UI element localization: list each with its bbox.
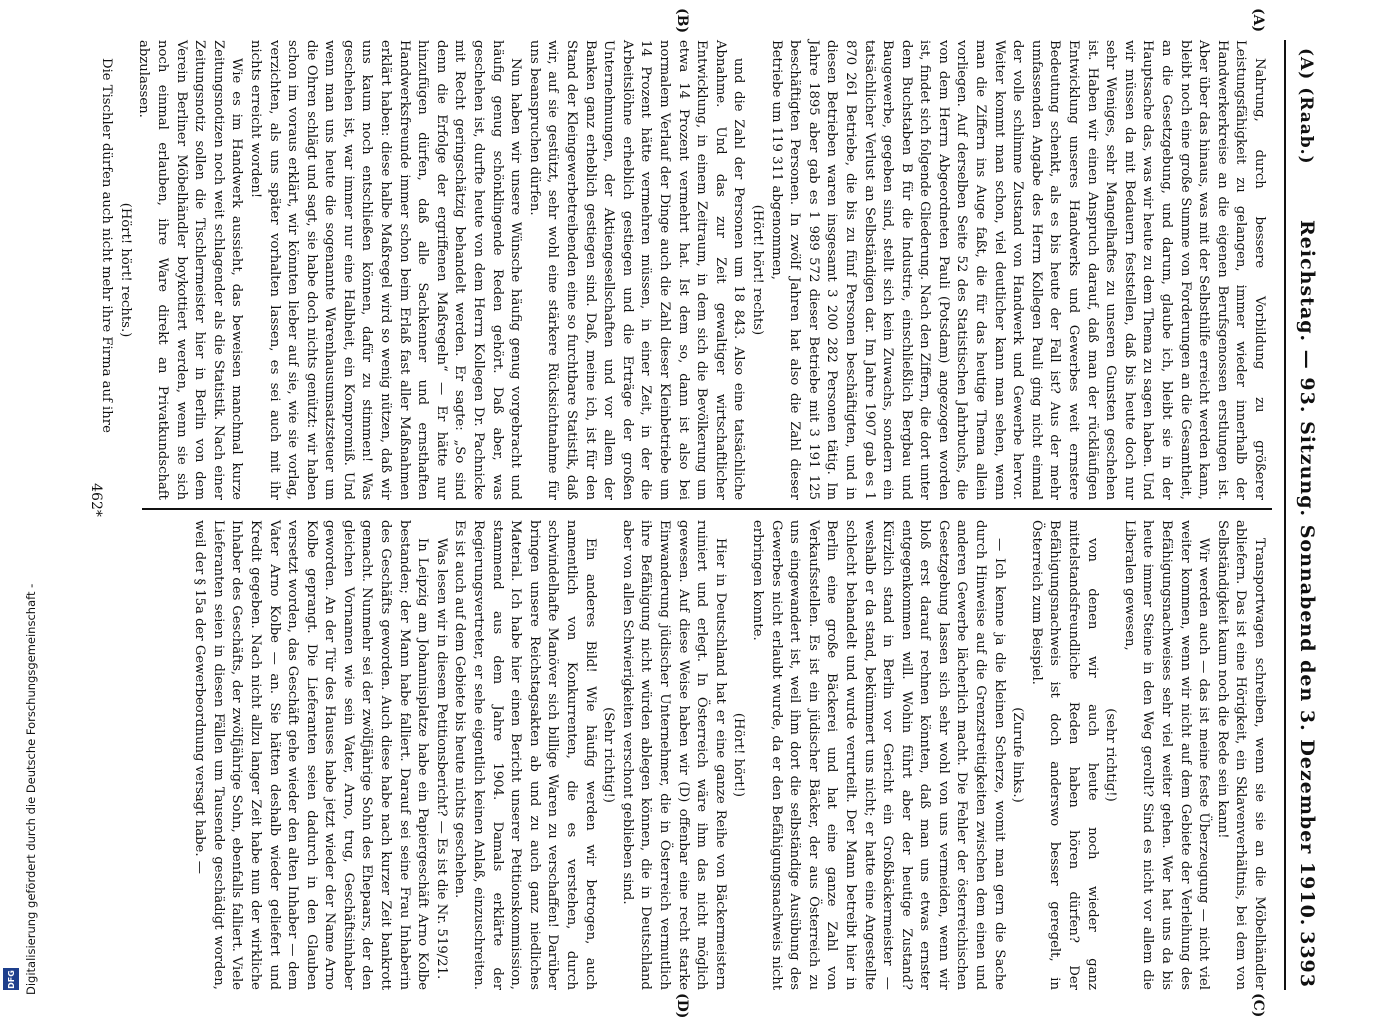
paragraph: von denen wir auch heute noch wieder ganz mittelstandsfreundliche Reden haben hören dürfen? Der Befähigungsnachweis ist doch anderswo besser geregelt, in Österreich zum Beispiel. [1028, 520, 1100, 990]
paragraph: (Hört! hört! rechts.) [117, 202, 133, 338]
paragraph: In Leipzig am Johannisplatze habe ein Papiergeschäft Arno Kolbe bestanden; der Mann habe falliert. Darauf sei seine Frau Inhaberin des Geschäfts geworden. Auch diese habe nach kurzer Zeit bankrott gemacht. Nunmehr sei der zwölfjährige Sohn des Ehepaars, der den gleichen Vornamen wie sein Vater, Arno, trug, Geschäftsinhaber geworden. An der Tür des Hauses habe jetzt wieder der Name Arno Kolbe geprangt. Die Lieferanten seien dadurch in den Glauben versetzt worden, das Geschäft gehe wieder den alten Inhaber — dem Vater Arno Kolbe — an. Sie hätten deshalb wieder geliefert und Kredit gegeben. Nach nicht allzu langer Zeit habe nun der wirkliche Inhaber des Geschäfts, der zwölfjährige Sohn, ebenfalls falliert. Viele Lieferanten seien in diesen Fällen um Tausende geschädigt worden, weil der § 15a der Gewerbeordnung versagt habe. — [192, 520, 431, 990]
paragraph: Ein anderes Bild! Wie häufig werden wir betrogen, auch namentlich von Konkurrenten, die es verstehen, durch schwindelhafte Manöver sich billige Waren zu verschaffen! Darüber bringen unsere Reichstagsakten ab und zu auch ganz niedliches Material. Ich habe hier einen Bericht unserer Petitionskommission, stammend aus dem Jahre 1904. Damals erklärte der Regierungsvertreter, er sehe eigentlich keinen Anlaß, einzuschreiten. Es ist auch auf dem Gebiete bis heute nichts geschehen. [452, 520, 598, 990]
paragraph: Was lesen wir in diesem Petitionsbericht? — Es ist die Nr. 519/21. [433, 538, 449, 980]
dfg-logo: DFG [3, 968, 19, 990]
running-header [1292, 0, 1322, 1000]
paragraph: und die Zahl der Personen um 18 843. Also eine tatsächliche Abnahme. Und das zur Zeit gewaltiger wirtschaftlicher Entwicklung, in einem Zeitraum, in dem sich die Bevölkerung um etwa 14 Prozent vermehrt hat. Ist dem so, dann ist also bei normalem Verlauf der Dinge auch die Zahl dieser Kleinbetriebe um 14 Prozent hätte vermehren müssen, in einer Zeit, in der die Arbeitslöhne erheblich gestiegen und die Erträge der großen Unternehmungen, der Aktiengesellschaften und vor allem der Banken ganz erheblich gestiegen sind. Daß, meine ich, ist für den Stand der Kleingewerbetreibenden eine so furchtbare Statistik, daß wir, auf sie gestützt, sehr wohl eine stärkere Rücksichtnahme für uns beanspruchen dürfen. [526, 40, 747, 500]
paragraph: (Sehr richtig!) [601, 707, 617, 803]
digitization-credit [2, 0, 38, 1000]
paragraph: Hier in Deutschland hat er eine ganze Reihe von Bäckermeistern ruiniert und erlegt. In Österreich wäre ihm das nicht möglich gewesen. Auf diese Weise haben wir (D) offenbar eine recht starke Einwanderung jüdischer Unternehmer, die in Österreich vermutlich ihre Befähigung nicht würden ablegen können, die in Deutschland aber von allen Schwierigkeiten verschont geblieben sind. [619, 520, 728, 990]
page-number: 3393 [1296, 931, 1318, 988]
credit-text: Digitalisierung gefördert durch die Deutsche Forschungsgemeinschaft - [24, 583, 38, 995]
margin-letter-a: (A) [1250, 8, 1266, 33]
margin-letter-d: (D) [674, 993, 690, 1018]
header-rule [1284, 40, 1286, 990]
paragraph: Wie es im Handwerk aussieht, das beweisen manchmal kurze Zeitungsnotizen noch weit schlagender als die Statistik. Nach einer Zeitungsnotiz sollen die Tischlermeister hier in Berlin von dem Verein Berliner Möbelhändler boykottiert werden, wenn sie sich noch einmal erlauben, ihre Ware direkt an Privatkundschaft abzulassen. [136, 40, 245, 500]
paragraph: — Ich kenne ja die kleinen Scherze, womit man gern die Sache durch Hinweise auf die Grenzstreitigkeiten zwischen dem einen und anderen Gewerbe lächerlich macht. Die Fehler der österreichischen Gesetzgebung lassen sich sehr wohl von uns vermeiden, wenn wir bloß erst darauf rechnen könnten, daß man uns etwas ernster entgegenkommen will. Wohin führt aber der heutige Zustand? Kürzlich stand in Berlin vor Gericht ein Großbäckermeister — weshalb er da stand, bekümmert uns nicht; er hatte eine Angestellte schlecht behandelt und wurde verurteilt. Der Mann betreibt hier in Berlin eine große Bäckerei und hat eine ganze Zahl von Verkaufsstellen. Es ist ein jüdischer Bäcker, der aus Österreich zu uns eingewandert ist, weil ihm dort die selbständige Ausübung des Gewerbes nicht erlaubt wurde, da er den Befähigungsnachweis nicht erbringen konnte. [749, 520, 1007, 990]
margin-letter-b: (B) [674, 8, 690, 34]
paragraph: Wir werden auch — das ist meine feste Überzeugung — nicht viel weiter kommen, wenn wir nicht auf dem Gebiete der Verleihung des Befähigungsnachweises sehr viel weiter gehen. Wer hat uns da bis heute immer Steine in den Weg gerollt? Sind es nicht vor allem die Liberalen gewesen, [1121, 520, 1212, 990]
margin-letter-c: (C) [1250, 993, 1266, 1018]
paragraph: (Hört! hört! rechts) [749, 204, 765, 336]
paragraph: (sehr richtig!) [1103, 708, 1119, 802]
header-speaker: (A) (Raab.) [1296, 48, 1316, 165]
paragraph: (Zurufe links.) [1010, 707, 1026, 803]
paragraph: Nahrung, durch bessere Vorbildung zu größerer Leistungsfähigkeit zu gelangen, immer wieder innerhalb der Handwerkerkreise an die eigenen Berufsgenossen erstlungen ist. Aber über das hinaus, was mit der Selbsthilfe erreicht werden kann, bleibt noch eine große Summe von Forderungen an die Gesamtheit, an die Gesetzgebung, und darum, glaube ich, bleibt sie in der Hauptsache das, was wir heute zu dem Thema zu sagen haben. Und wir müssen da mit Bedauern feststellen, daß bis heute doch nur sehr Weniges, sehr Mangelhaftes zu unseren Gunsten geschehen ist. Haben wir einen Anspruch darauf, daß man der rückläufigen Entwicklung unseres Handwerks und Gewerbes weit ernstere Bedeutung schenkt, als es bis heute der Fall ist? Aus der mehr umfassenden Angabe des Herrn Kollegen Pauli ging nicht einmal der volle schlimme Zustand von Handwerk und Gewerbe hervor. Weiter kommt man schon, viel deutlicher kann man sehen, wenn man die Ziffern ins Auge faßt, die für das heutige Thema allein vorliegen. Auf derselben Seite 52 des Statistischen Jahrbuchs, die von dem Herrn Abgeordneten Pauli (Potsdam) angezogen worden ist, findet sich folgende Gliederung. Nach den Ziffern, die dort unter dem Buchstaben B für die Industrie, einschließlich Bergbau und Baugewerbe, gegeben sind, stellt sich kein Zuwachs, sondern ein tatsächlicher Verlust an Selbständigen dar. Im Jahre 1907 gab es 1 870 261 Betriebe, die bis zu fünf Personen beschäftigten, und in diesen Betrieben waren insgesamt 3 200 282 Personen tätig. Im Jahre 1895 aber gab es 1 989 572 dieser Betriebe mit 3 191 125 beschäftigten Personen. In zwölf Jahren hat also die Zahl dieser Betriebe um 119 311 abgenommen, [768, 40, 1267, 500]
paragraph: Die Tischler dürfen auch nicht mehr ihre Firma auf ihre [99, 58, 115, 433]
paragraph: (Hört! hört!) [731, 712, 747, 798]
column-divider [142, 508, 1272, 510]
header-title: Reichstag. — 93. Sitzung. Sonnabend den 3. Dezember 1910. [1296, 220, 1318, 927]
left-text-column [99, 40, 1268, 500]
rotated-page-content [80, 0, 1330, 1018]
paragraph: Nun haben wir unsere Wünsche häufig genug vorgebracht und häufig genug schönklingende Reden gehört. Daß aber, was geschehen ist, durfte heute von dem Herrn Kollegen Dr. Pachnicke mit Recht geringschätzig behandelt werden. Er sagte: „So sind denn die Erfolge der ergriffenen Maßregeln“ — Er hätte nur hinzufügen dürfen, daß alle Sachkenner und ernsthaften Handwerksfreunde immer schon beim Erlaß fast aller Maßnahmen erklärt haben: diese halbe Maßregel wird so wenig nützen, daß wir uns kaum noch entschließen können, dafür zu stimmen! Was geschehen ist, war immer nur eine Halbheit, ein Kompromiß. Und wenn man uns heute die sogenannte Warenhausumsatzsteuer um die Ohren schlägt und sagt, sie habe doch nichts genützt: wir haben schon im voraus erklärt, wir könnten lieber auf sie, wie sie vorlag, verzichten, als uns später vorhalten lassen, es sei auch mit ihr nichts erreicht worden! [247, 40, 524, 500]
paragraph: Transportwagen schreiben, wenn sie sie an die Möbelhändler abliefern. Das ist eine Hörigkeit, ein Sklavenverhältnis, bei dem von Selbständigkeit kaum noch die Rede sein kann! [1214, 520, 1267, 990]
signature-mark: 462* [88, 483, 104, 517]
right-text-column [148, 520, 1268, 990]
